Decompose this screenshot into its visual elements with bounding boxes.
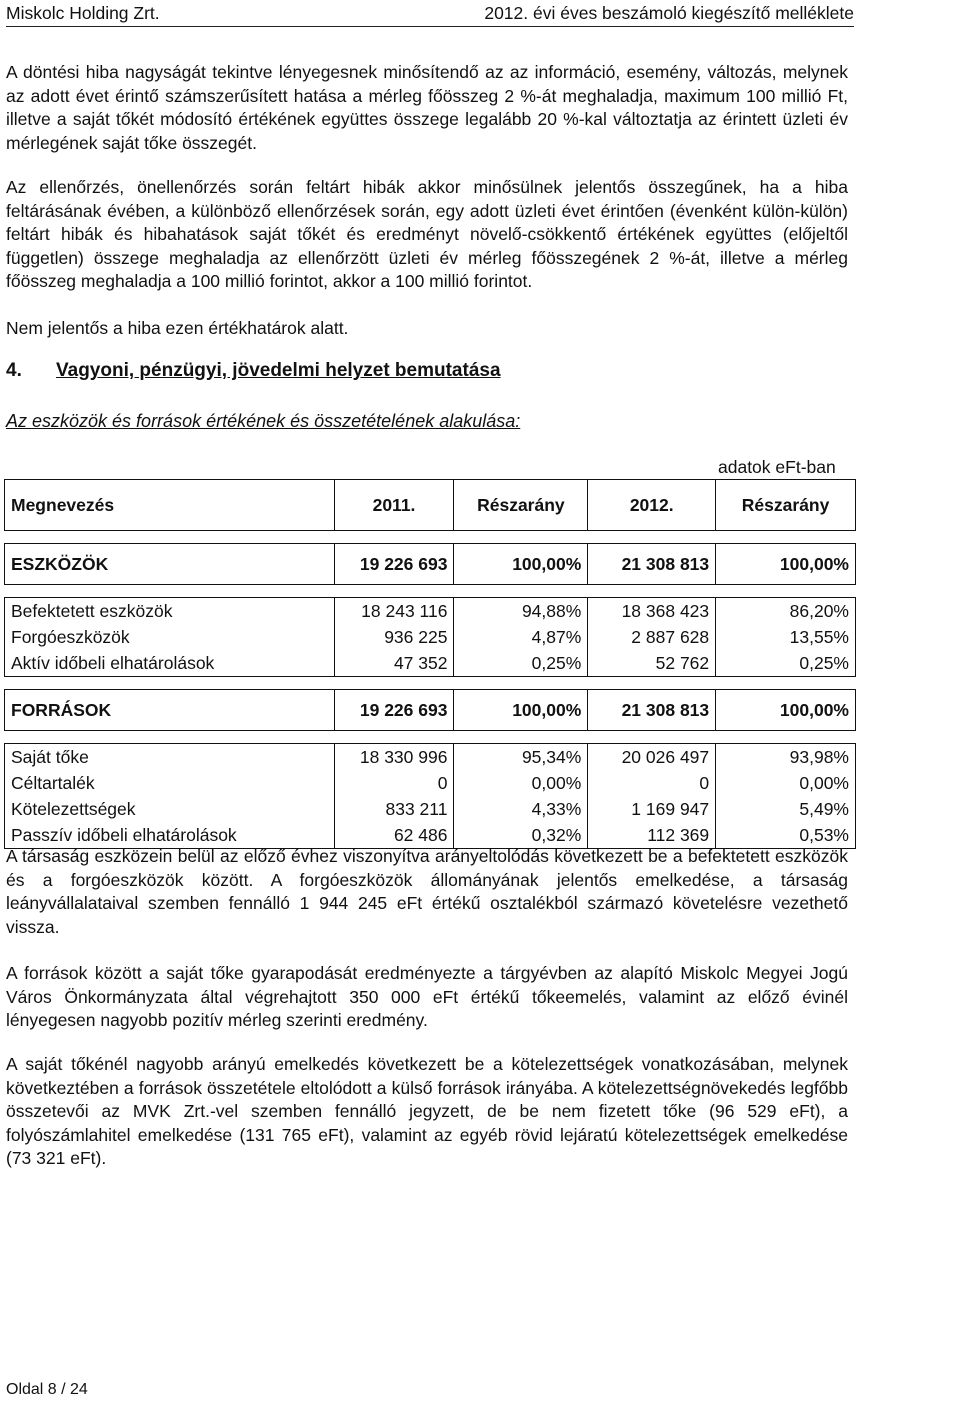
section-subtitle: Az eszközök és források értékének és összetételének alakulása: [6,411,521,431]
section-heading [6,358,501,384]
value-cell: 1 169 947 [588,796,716,822]
value-cell: 20 026 497 [588,744,716,771]
value-cell: 95,34% [454,744,588,771]
value-cell: 86,20% [716,598,856,625]
table-row [5,744,856,771]
value-cell: 52 762 [588,650,716,677]
value-cell: 19 226 693 [334,544,454,585]
row-label: Saját tőke [5,744,335,771]
header-cell: 2012. [588,480,716,531]
error-significance-paragraph: Az ellenőrzés, önellenőrzés során feltárt hibák akkor minősülnek jelentős összegűnek, ha a hiba feltárásának évében, a különböző ellenőrzések során, egy adott üzleti évet érintően (évenként külön-külön) feltárt hibák és hibahatások saját tőkét és eredményt növelő-csökkentő értékének együttes (előjeltől független) összege meghaladja az ellenőrzött üzleti év mérleg főösszegének 2 %-át, illetve a mérleg főösszeg meghaladja a 100 millió forintot, akkor a 100 millió forintot. [6,177,848,291]
value-cell: 936 225 [334,624,454,650]
value-cell: 112 369 [588,822,716,849]
value-cell: 0,32% [454,822,588,849]
section-number: 4. [6,360,22,381]
assets-analysis-paragraph: A társaság eszközein belül az előző évhez viszonyítva arányeltolódás következett be a befektetett eszközök és a forgóeszközök között. A forgóeszközök állományának jelentős emelkedése, a társaság leányvállalataival szemben fennálló 1 944 245 eFt értékű osztalékból származó követelésre vezethető vissza. [6,846,848,937]
liabilities-analysis-paragraph: A saját tőkénél nagyobb arányú emelkedés következett be a kötelezettségek vonatkozásában, melynek következtében a források összetétele eltolódott a külső források irányába. A kötelezettségnövekedés legfőbb összetevői az MVK Zrt.-vel szemben fennálló jegyzett, de be nem fizetett tőke (96 529 eFt), a folyószámlahitel emelkedése (131 765 eFt), valamint az egyéb rövid lejáratú kötelezettségek emelkedése (73 321 eFt). [6,1054,848,1168]
unit-label: adatok eFt-ban [718,457,836,477]
report-title: 2012. évi éves beszámoló kiegészítő melléklete [484,3,854,23]
header-cell: Megnevezés [5,480,335,531]
value-cell: 19 226 693 [334,690,454,731]
page-number: Oldal 8 / 24 [6,1381,88,1398]
value-cell: 13,55% [716,624,856,650]
value-cell: 0 [588,770,716,796]
equity-analysis-paragraph: A források között a saját tőke gyarapodását eredményezte a tárgyévben az alapító Miskolc Megyei Jogú Város Önkormányzata által végrehajtott 350 000 eFt értékű tőkeemelés, valamint az előző évinél lényegesen nagyobb pozitív mérleg szerinti eredmény. [6,963,848,1030]
row-label: Aktív időbeli elhatárolások [5,650,335,677]
insignificance-paragraph: Nem jelentős a hiba ezen értékhatárok alatt. [6,318,349,338]
header-cell: 2011. [334,480,454,531]
table-row [5,624,856,650]
balance-sheet-table [4,479,856,849]
assets-total-row [5,544,856,585]
value-cell: 5,49% [716,796,856,822]
value-cell: 100,00% [716,544,856,585]
value-cell: 21 308 813 [588,544,716,585]
table-row [5,770,856,796]
value-cell: 18 368 423 [588,598,716,625]
value-cell: 0,00% [454,770,588,796]
page-header [6,2,854,27]
value-cell: 100,00% [454,690,588,731]
value-cell: 2 887 628 [588,624,716,650]
value-cell: 0 [334,770,454,796]
group-label: FORRÁSOK [5,690,335,731]
row-label: Kötelezettségek [5,796,335,822]
value-cell: 0,25% [716,650,856,677]
value-cell: 4,87% [454,624,588,650]
value-cell: 21 308 813 [588,690,716,731]
liabilities-total-row [5,690,856,731]
value-cell: 47 352 [334,650,454,677]
value-cell: 18 330 996 [334,744,454,771]
company-name: Miskolc Holding Zrt. [6,3,160,23]
row-label: Céltartalék [5,770,335,796]
value-cell: 0,00% [716,770,856,796]
value-cell: 94,88% [454,598,588,625]
value-cell: 0,53% [716,822,856,849]
value-cell: 62 486 [334,822,454,849]
table-row [5,796,856,822]
value-cell: 4,33% [454,796,588,822]
value-cell: 0,25% [454,650,588,677]
materiality-paragraph: A döntési hiba nagyságát tekintve lényegesnek minősítendő az az információ, esemény, változás, melynek az adott évet érintő számszerűsített hatása a mérleg főösszeg 2 %-át meghaladja, maximum 100 millió Ft, illetve a saját tőkét módosító értékének együttes összege legalább 20 %-kal változtatja az érintett üzleti év mérlegének saját tőke összegét. [6,62,848,153]
header-cell: Részarány [716,480,856,531]
header-cell: Részarány [454,480,588,531]
row-label: Forgóeszközök [5,624,335,650]
table-row [5,598,856,625]
value-cell: 100,00% [716,690,856,731]
table-header-row [5,480,856,531]
row-label: Passzív időbeli elhatárolások [5,822,335,849]
row-label: Befektetett eszközök [5,598,335,625]
value-cell: 833 211 [334,796,454,822]
table-row [5,650,856,677]
value-cell: 100,00% [454,544,588,585]
value-cell: 18 243 116 [334,598,454,625]
group-label: ESZKÖZÖK [5,544,335,585]
value-cell: 93,98% [716,744,856,771]
section-title: Vagyoni, pénzügyi, jövedelmi helyzet bemutatása [56,360,501,381]
